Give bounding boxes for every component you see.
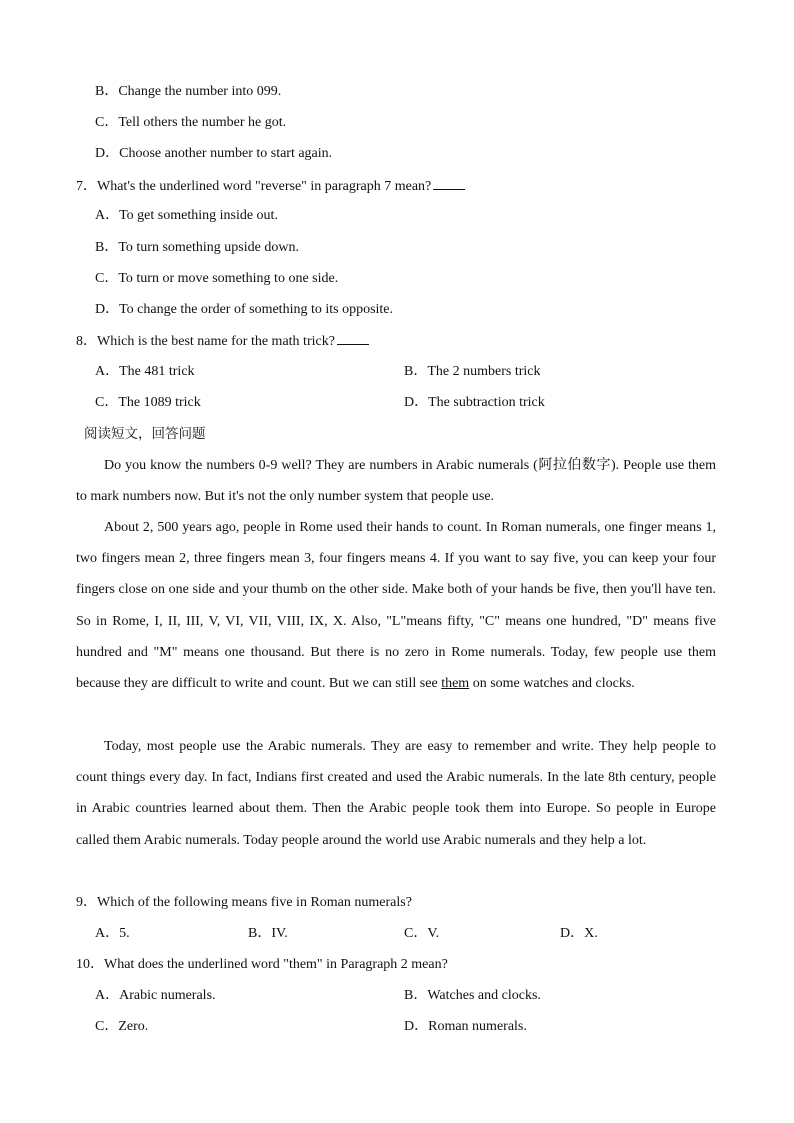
q7-option-b: B．To turn something upside down. <box>95 240 299 255</box>
paragraph-2-ending: on some watches and clocks. <box>469 676 635 692</box>
q9-option-d: D．X. <box>560 926 598 941</box>
passage-paragraph-2 <box>76 512 716 699</box>
passage-paragraph-1: Do you know the numbers 0-9 well? They are numbers in Arabic numerals (阿拉伯数字). People use them to mark numbers now. But it's not the only number system that people use. <box>76 458 716 505</box>
q8-option-a: A．The 481 trick <box>95 364 195 379</box>
q10-stem: 10．What does the underlined word "them" in Paragraph 2 mean? <box>76 957 448 972</box>
q6-option-d: D．Choose another number to start again. <box>95 146 333 161</box>
q7-option-d: D．To change the order of something to its opposite. <box>95 302 394 317</box>
q8-option-d: D．The subtraction trick <box>404 395 545 410</box>
q8-stem <box>76 331 369 352</box>
q7-stem <box>76 176 465 197</box>
answer-blank <box>433 176 465 190</box>
q7-stem-text: 7．What's the underlined word "reverse" in paragraph 7 mean? <box>76 179 432 194</box>
q9-option-c: C．V. <box>404 926 440 941</box>
answer-blank <box>337 331 369 345</box>
q8-stem-text: 8．Which is the best name for the math trick? <box>76 334 335 349</box>
section-title: 阅读短文，回答问题 <box>84 426 206 442</box>
q10-option-c: C．Zero. <box>95 1019 149 1034</box>
q9-option-b: B．IV. <box>248 926 288 941</box>
q9-stem: 9．Which of the following means five in Roman numerals? <box>76 895 412 910</box>
q8-option-c: C．The 1089 trick <box>95 395 201 410</box>
q8-option-b: B．The 2 numbers trick <box>404 364 541 379</box>
passage-paragraph-3: Today, most people use the Arabic numerals. They are easy to remember and write. They help people to count things every day. In fact, Indians first created and used the Arabic numerals. In the late 8th century, people in Arabic countries learned about them. Then the Arabic people took them into Europe. So people in Europe called them Arabic numerals. Today people around the world use Arabic numerals and they help a lot. <box>76 739 716 848</box>
q6-option-c: C．Tell others the number he got. <box>95 115 287 130</box>
q10-option-b: B．Watches and clocks. <box>404 988 541 1003</box>
paragraph-2-text: About 2, 500 years ago, people in Rome used their hands to count. In Roman numerals, one finger means 1, two fingers mean 2, three fingers mean 3, four fingers means 4. If you want to say five, you can keep your four fingers close on one side and your thumb on the other side. Make both of your hands be five, then you'll have ten. So in Rome, I, II, III, V, VI, VII, VIII, IX, X. Also, "L"means fifty, "C" means one hundred, "D" means five hundred and "M" means one thousand. But there is no zero in Rome numerals. Today, few people use them because they are difficult to write and count. But we can still see <box>76 520 716 692</box>
q9-option-a: A．5. <box>95 926 130 941</box>
q7-option-a: A．To get something inside out. <box>95 208 278 223</box>
q6-option-b: B．Change the number into 099. <box>95 84 282 99</box>
q10-option-a: A．Arabic numerals. <box>95 988 216 1003</box>
q7-option-c: C．To turn or move something to one side. <box>95 271 339 286</box>
underlined-word-them: them <box>441 676 470 692</box>
q10-option-d: D．Roman numerals. <box>404 1019 527 1034</box>
